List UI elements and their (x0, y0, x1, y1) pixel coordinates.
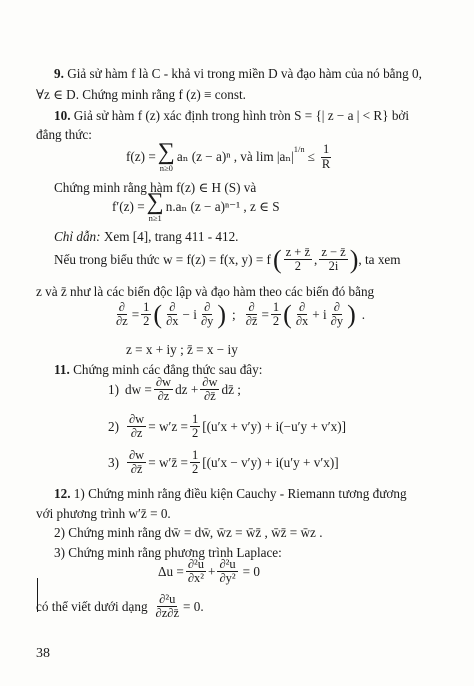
equation-11-3: 3) $\frac{\partial w}{\partial z̄}$ = w′z̄ = $\frac{1}{2}$ [(u′x − v′y) + i(u′y + v′x)] (108, 448, 339, 477)
frac-1-over-R: $\frac{1}{R}$ (321, 142, 331, 171)
problem-12-text: 1) Chứng minh rằng điều kiện Cauchy - Riemann tương đương (70, 486, 407, 501)
problem-10-claim: Chứng minh rằng hàm f(z) ∈ H (S) và (54, 180, 257, 195)
equation-laplace: Δu = $\frac{\text{∂²u}}{\text{∂x²}}$ + $\frac{\text{∂²u}}{\text{∂y²}}$ = 0 (158, 557, 260, 586)
f-terms: aₙ (z − a)ⁿ , và lim |aₙ| (176, 149, 294, 165)
equation-f-prime (112, 189, 280, 223)
sum-symbol: ∑ n≥0 (157, 139, 175, 173)
problem-11-text: Chứng minh các đẳng thức sau đây: (69, 362, 263, 377)
equation-11-2: 2) $\frac{\partial w}{\partial z}$ = w′z = $\frac{1}{2}$ [(u′x + v′y) + i(−u′y + v′x)] (108, 412, 347, 441)
laplace-rewrite-text: có thể viết dưới dạng (36, 598, 148, 614)
problem-12-number: 12. (54, 486, 71, 501)
problem-11-number: 11. (54, 362, 70, 377)
problem-9-number: 9. (54, 66, 64, 81)
independent-vars-text: z và z̄ như là các biến độc lập và đạo hàm theo các biến đó bằng (36, 284, 375, 299)
z-definitions: z = x + iy ; z̄ = x − iy (126, 342, 238, 357)
equation-f-series (126, 139, 334, 173)
fprime-terms: n.aₙ (z − a)ⁿ⁻¹ , z ∈ S (165, 199, 280, 215)
problem-10-number: 10. (54, 108, 71, 123)
problem-10-line2: đẳng thức: (36, 127, 92, 142)
frac-z-plus: $\frac{z + z̄}{2}$ (285, 245, 311, 274)
problem-9-text: Giả sử hàm f là C - khả vi trong miền D và đạo hàm của nó bằng 0, (63, 66, 422, 81)
hint-label: Chỉ dẫn: (54, 229, 101, 244)
hint-text: Xem [4], trang 411 - 412. (100, 229, 239, 244)
w-expression-tail: , ta xem (358, 251, 401, 267)
fprime-def: f′(z) = (112, 199, 145, 215)
problem-12-part2: 2) Chứng minh rằng dw̄ = dw̄, w̄z = w̄z̄ , w̄z̄ = w̄z . (54, 525, 323, 540)
problem-12-line1 (54, 486, 407, 502)
exponent-1-over-n: 1/n (293, 143, 305, 154)
problem-9-line1 (54, 66, 422, 82)
hint-line (54, 229, 238, 245)
equation-11-1: 1) dw = $\frac{\partial w}{\partial z}$ dz + $\frac{\partial w}{\partial z̄}$ dz̄ ; (108, 375, 241, 404)
le-sign: ≤ (307, 149, 315, 165)
frac-z-minus: $\frac{z - z̄}{2i}$ (321, 245, 346, 274)
laplace-rewrite: có thể viết dưới dạng $\frac{\text{∂²u}}{\partial z\partial z̄}$ = 0. (36, 592, 204, 621)
problem-12-line2: với phương trình w′z̄ = 0. (36, 506, 171, 521)
expression-w: Nếu trong biểu thức w = f(z) = f(x, y) = f ( $\frac{z + z̄}{2}$ , $\frac{z - z̄}{2i}$ ) , ta xem (54, 244, 401, 274)
problem-9-line2: ∀z ∈ D. Chứng minh rằng f (z) ≡ const. (36, 87, 246, 102)
sum-symbol-2: ∑ n≥1 (146, 189, 164, 223)
w-expression-text: Nếu trong biểu thức w = f(z) = f(x, y) = f (54, 251, 271, 267)
problem-10-line1 (54, 108, 409, 124)
equation-wirtinger: $\frac{\partial}{\partial z}$ = $\frac{1}{2}$ ( $\frac{\partial}{\partial x}$ − i $\frac{\partial}{\partial y}$ ) ; $\frac{\partial}{\partial z̄}$ = $\frac{1}{2}$ ( $\frac{\partial}{\partial x}$ + i $\frac{\partial}{\partial y}$ ) . (116, 299, 366, 329)
f-def: f(z) = (126, 149, 156, 165)
problem-12-part3: 3) Chứng minh rằng phương trình Laplace: (54, 545, 282, 560)
page-number: 38 (36, 646, 50, 661)
problem-10-text: Giả sử hàm f (z) xác định trong hình tròn S = {| z − a | < R} bởi (70, 108, 410, 123)
